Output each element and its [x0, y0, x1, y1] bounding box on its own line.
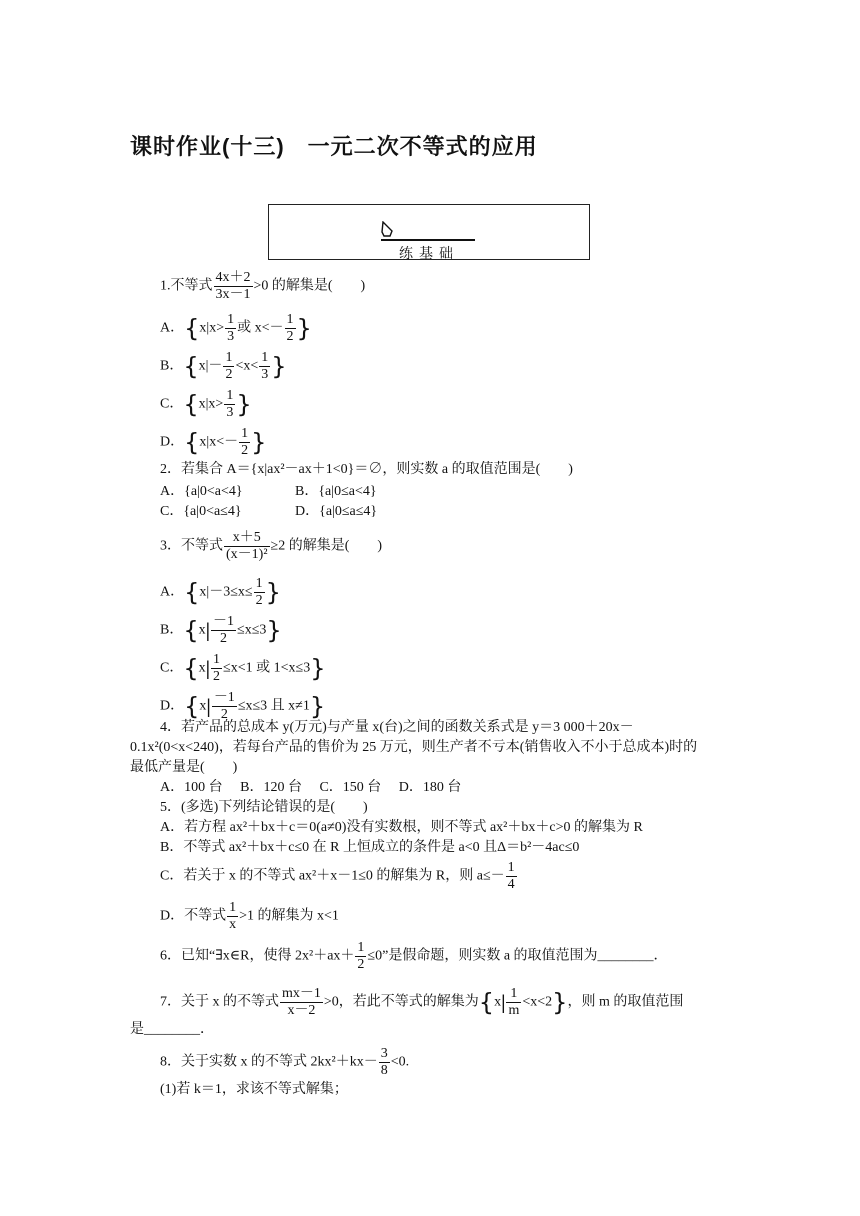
q3-option-b[interactable]: B．{x| $\frac{-1}{2}$ ≤x≤3}: [160, 614, 282, 646]
q7-stem: 7．关于 x 的不等式 $\frac{mx-1}{x-2}$ >0，若此不等式的解集为{x| $\frac{1}{m}$ <x<2}，则 m 的取值范围: [160, 986, 684, 1018]
banner-rule: [381, 239, 475, 241]
q5-option-c[interactable]: C．若关于 x 的不等式 ax²＋x－1≤0 的解集为 R，则 a≤－ $\frac{1}{4}$: [160, 860, 515, 892]
q3-option-c[interactable]: C．{x| $\frac{1}{2}$ ≤x<1 或 1<x≤3}: [160, 652, 326, 684]
q1-option-d[interactable]: D．{x|x<－ $\frac{1}{2}$ }: [160, 426, 267, 458]
q1-stem: 1.不等式 $\frac{4x+2}{3x-1}$ >0 的解集是( ): [160, 270, 366, 302]
q4-stem: 4．若产品的总成本 y(万元)与产量 x(台)之间的函数关系式是 y＝3 000＋20x－0.1x²(0<x<240)，若每台产品的售价为 25 万元，则生产者不亏本(销售收入不小于总成本)时的最低产量是( ): [130, 720, 698, 775]
q3-option-a[interactable]: A．{x|－3≤x≤ $\frac{1}{2}$ }: [160, 576, 281, 608]
q2-option-b[interactable]: B．{a|0≤a<4}: [295, 484, 377, 499]
q7-line2: 是________．: [130, 1022, 214, 1037]
q4-options[interactable]: A．100 台 B．120 台 C．150 台 D．180 台: [160, 780, 462, 795]
q2-option-c[interactable]: C．{a|0<a≤4}: [160, 504, 242, 519]
q1-option-a[interactable]: A．{x|x> $\frac{1}{3}$ 或 x<－ $\frac{1}{2}$ }: [160, 312, 312, 344]
q2-stem: 2．若集合 A＝{x|ax²－ax＋1<0}＝∅，则实数 a 的取值范围是( ): [160, 462, 573, 477]
q2-option-a[interactable]: A．{a|0<a<4}: [160, 484, 243, 499]
page-title: 课时作业(十三) 一元二次不等式的应用: [130, 134, 538, 159]
q8-stem: 8．关于实数 x 的不等式 2kx²＋kx－ $\frac{3}{8}$ <0.: [160, 1046, 410, 1078]
q3-stem: 3．不等式 $\frac{x+5}{\text{(x－1)²}}$ ≥2 的解集是( ): [160, 530, 383, 562]
q5-stem: 5．(多选)下列结论错误的是( ): [160, 800, 368, 815]
q1-option-c[interactable]: C．{x|x> $\frac{1}{3}$ }: [160, 388, 252, 420]
q5-option-d[interactable]: D．不等式 $\frac{1}{x}$ >1 的解集为 x<1: [160, 900, 339, 932]
q1-fraction: $\frac{4x+2}{3x-1}$: [215, 270, 251, 302]
section-banner: [268, 204, 590, 260]
q5-option-b[interactable]: B．不等式 ax²＋bx＋c≤0 在 R 上恒成立的条件是 a<0 且Δ＝b²－4ac≤0: [160, 840, 580, 855]
q2-option-d[interactable]: D．{a|0≤a≤4}: [295, 504, 378, 519]
section-label: 练基础: [399, 245, 459, 261]
pencil-icon: [381, 221, 395, 239]
q3-option-d[interactable]: D．{x| $\frac{-1}{2}$ ≤x≤3 且 x≠1}: [160, 690, 326, 722]
q1-option-b[interactable]: B．{x|－ $\frac{1}{2}$ <x< $\frac{1}{3}$ }: [160, 350, 287, 382]
q3-fraction: $\frac{x+5}{\text{(x－1)²}}$: [226, 530, 268, 562]
q5-option-a[interactable]: A．若方程 ax²＋bx＋c＝0(a≠0)没有实数根，则不等式 ax²＋bx＋c>0 的解集为 R: [160, 820, 643, 835]
q8-part1: (1)若 k＝1，求该不等式解集；: [160, 1082, 348, 1097]
q6-stem: 6．已知“∃x∈R，使得 2x²＋ax＋ $\frac{1}{2}$ ≤0”是假命题，则实数 a 的取值范围为________．: [160, 940, 668, 972]
